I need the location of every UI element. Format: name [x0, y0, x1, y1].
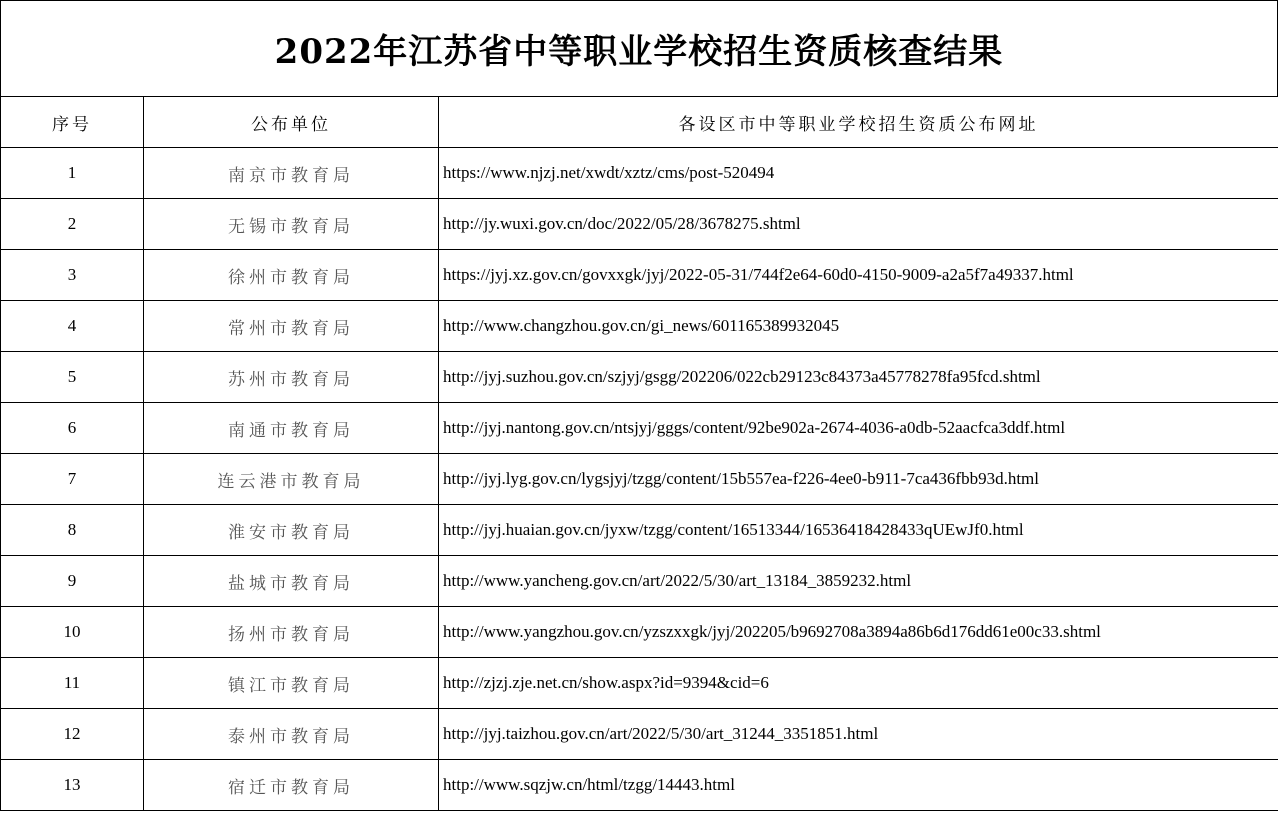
header-index: 序号: [1, 97, 144, 148]
row-url[interactable]: http://jyj.nantong.gov.cn/ntsjyj/gggs/content/92be902a-2674-4036-a0db-52aacfca3ddf.html: [439, 403, 1278, 454]
row-index: 1: [1, 148, 144, 199]
row-index: 12: [1, 709, 144, 760]
row-url[interactable]: http://jyj.suzhou.gov.cn/szjyj/gsgg/202206/022cb29123c84373a45778278fa95fcd.shtml: [439, 352, 1278, 403]
table-row: [1, 403, 1278, 454]
row-index: 3: [1, 250, 144, 301]
row-url[interactable]: https://www.njzj.net/xwdt/xztz/cms/post-520494: [439, 148, 1278, 199]
table-row: [1, 301, 1278, 352]
row-index: 7: [1, 454, 144, 505]
row-index: 11: [1, 658, 144, 709]
row-url[interactable]: https://jyj.xz.gov.cn/govxxgk/jyj/2022-05-31/744f2e64-60d0-4150-9009-a2a5f7a49337.html: [439, 250, 1278, 301]
row-unit: 盐城市教育局: [144, 556, 439, 607]
row-index: 13: [1, 760, 144, 811]
header-url: 各设区市中等职业学校招生资质公布网址: [439, 97, 1278, 148]
table-row: [1, 658, 1278, 709]
row-url[interactable]: http://jyj.lyg.gov.cn/lygsjyj/tzgg/content/15b557ea-f226-4ee0-b911-7ca436fbb93d.html: [439, 454, 1278, 505]
table-row: [1, 607, 1278, 658]
row-unit: 淮安市教育局: [144, 505, 439, 556]
table-row: [1, 556, 1278, 607]
row-url[interactable]: http://www.yancheng.gov.cn/art/2022/5/30/art_13184_3859232.html: [439, 556, 1278, 607]
row-unit: 镇江市教育局: [144, 658, 439, 709]
row-index: 9: [1, 556, 144, 607]
row-unit: 南通市教育局: [144, 403, 439, 454]
table-row: [1, 454, 1278, 505]
table-row: [1, 352, 1278, 403]
row-url[interactable]: http://www.changzhou.gov.cn/gi_news/601165389932045: [439, 301, 1278, 352]
row-unit: 宿迁市教育局: [144, 760, 439, 811]
row-unit: 无锡市教育局: [144, 199, 439, 250]
row-index: 6: [1, 403, 144, 454]
row-index: 5: [1, 352, 144, 403]
row-unit: 扬州市教育局: [144, 607, 439, 658]
table-row: [1, 505, 1278, 556]
row-index: 10: [1, 607, 144, 658]
table-header-row: [1, 97, 1278, 148]
row-unit: 徐州市教育局: [144, 250, 439, 301]
row-url[interactable]: http://jyj.huaian.gov.cn/jyxw/tzgg/content/16513344/16536418428433qUEwJf0.html: [439, 505, 1278, 556]
row-index: 4: [1, 301, 144, 352]
table-row: [1, 199, 1278, 250]
table-row: [1, 250, 1278, 301]
row-index: 8: [1, 505, 144, 556]
row-index: 2: [1, 199, 144, 250]
table-row: [1, 709, 1278, 760]
row-url[interactable]: http://jy.wuxi.gov.cn/doc/2022/05/28/3678275.shtml: [439, 199, 1278, 250]
row-unit: 泰州市教育局: [144, 709, 439, 760]
page-title: 2022年江苏省中等职业学校招生资质核查结果: [0, 0, 1278, 96]
results-table: [0, 96, 1278, 811]
row-url[interactable]: http://www.yangzhou.gov.cn/yzszxxgk/jyj/202205/b9692708a3894a86b6d176dd61e00c33.shtml: [439, 607, 1278, 658]
row-url[interactable]: http://www.sqzjw.cn/html/tzgg/14443.html: [439, 760, 1278, 811]
row-url[interactable]: http://zjzj.zje.net.cn/show.aspx?id=9394&cid=6: [439, 658, 1278, 709]
table-row: [1, 148, 1278, 199]
row-unit: 苏州市教育局: [144, 352, 439, 403]
row-unit: 南京市教育局: [144, 148, 439, 199]
row-url[interactable]: http://jyj.taizhou.gov.cn/art/2022/5/30/art_31244_3351851.html: [439, 709, 1278, 760]
table-row: [1, 760, 1278, 811]
header-unit: 公布单位: [144, 97, 439, 148]
row-unit: 连云港市教育局: [144, 454, 439, 505]
row-unit: 常州市教育局: [144, 301, 439, 352]
